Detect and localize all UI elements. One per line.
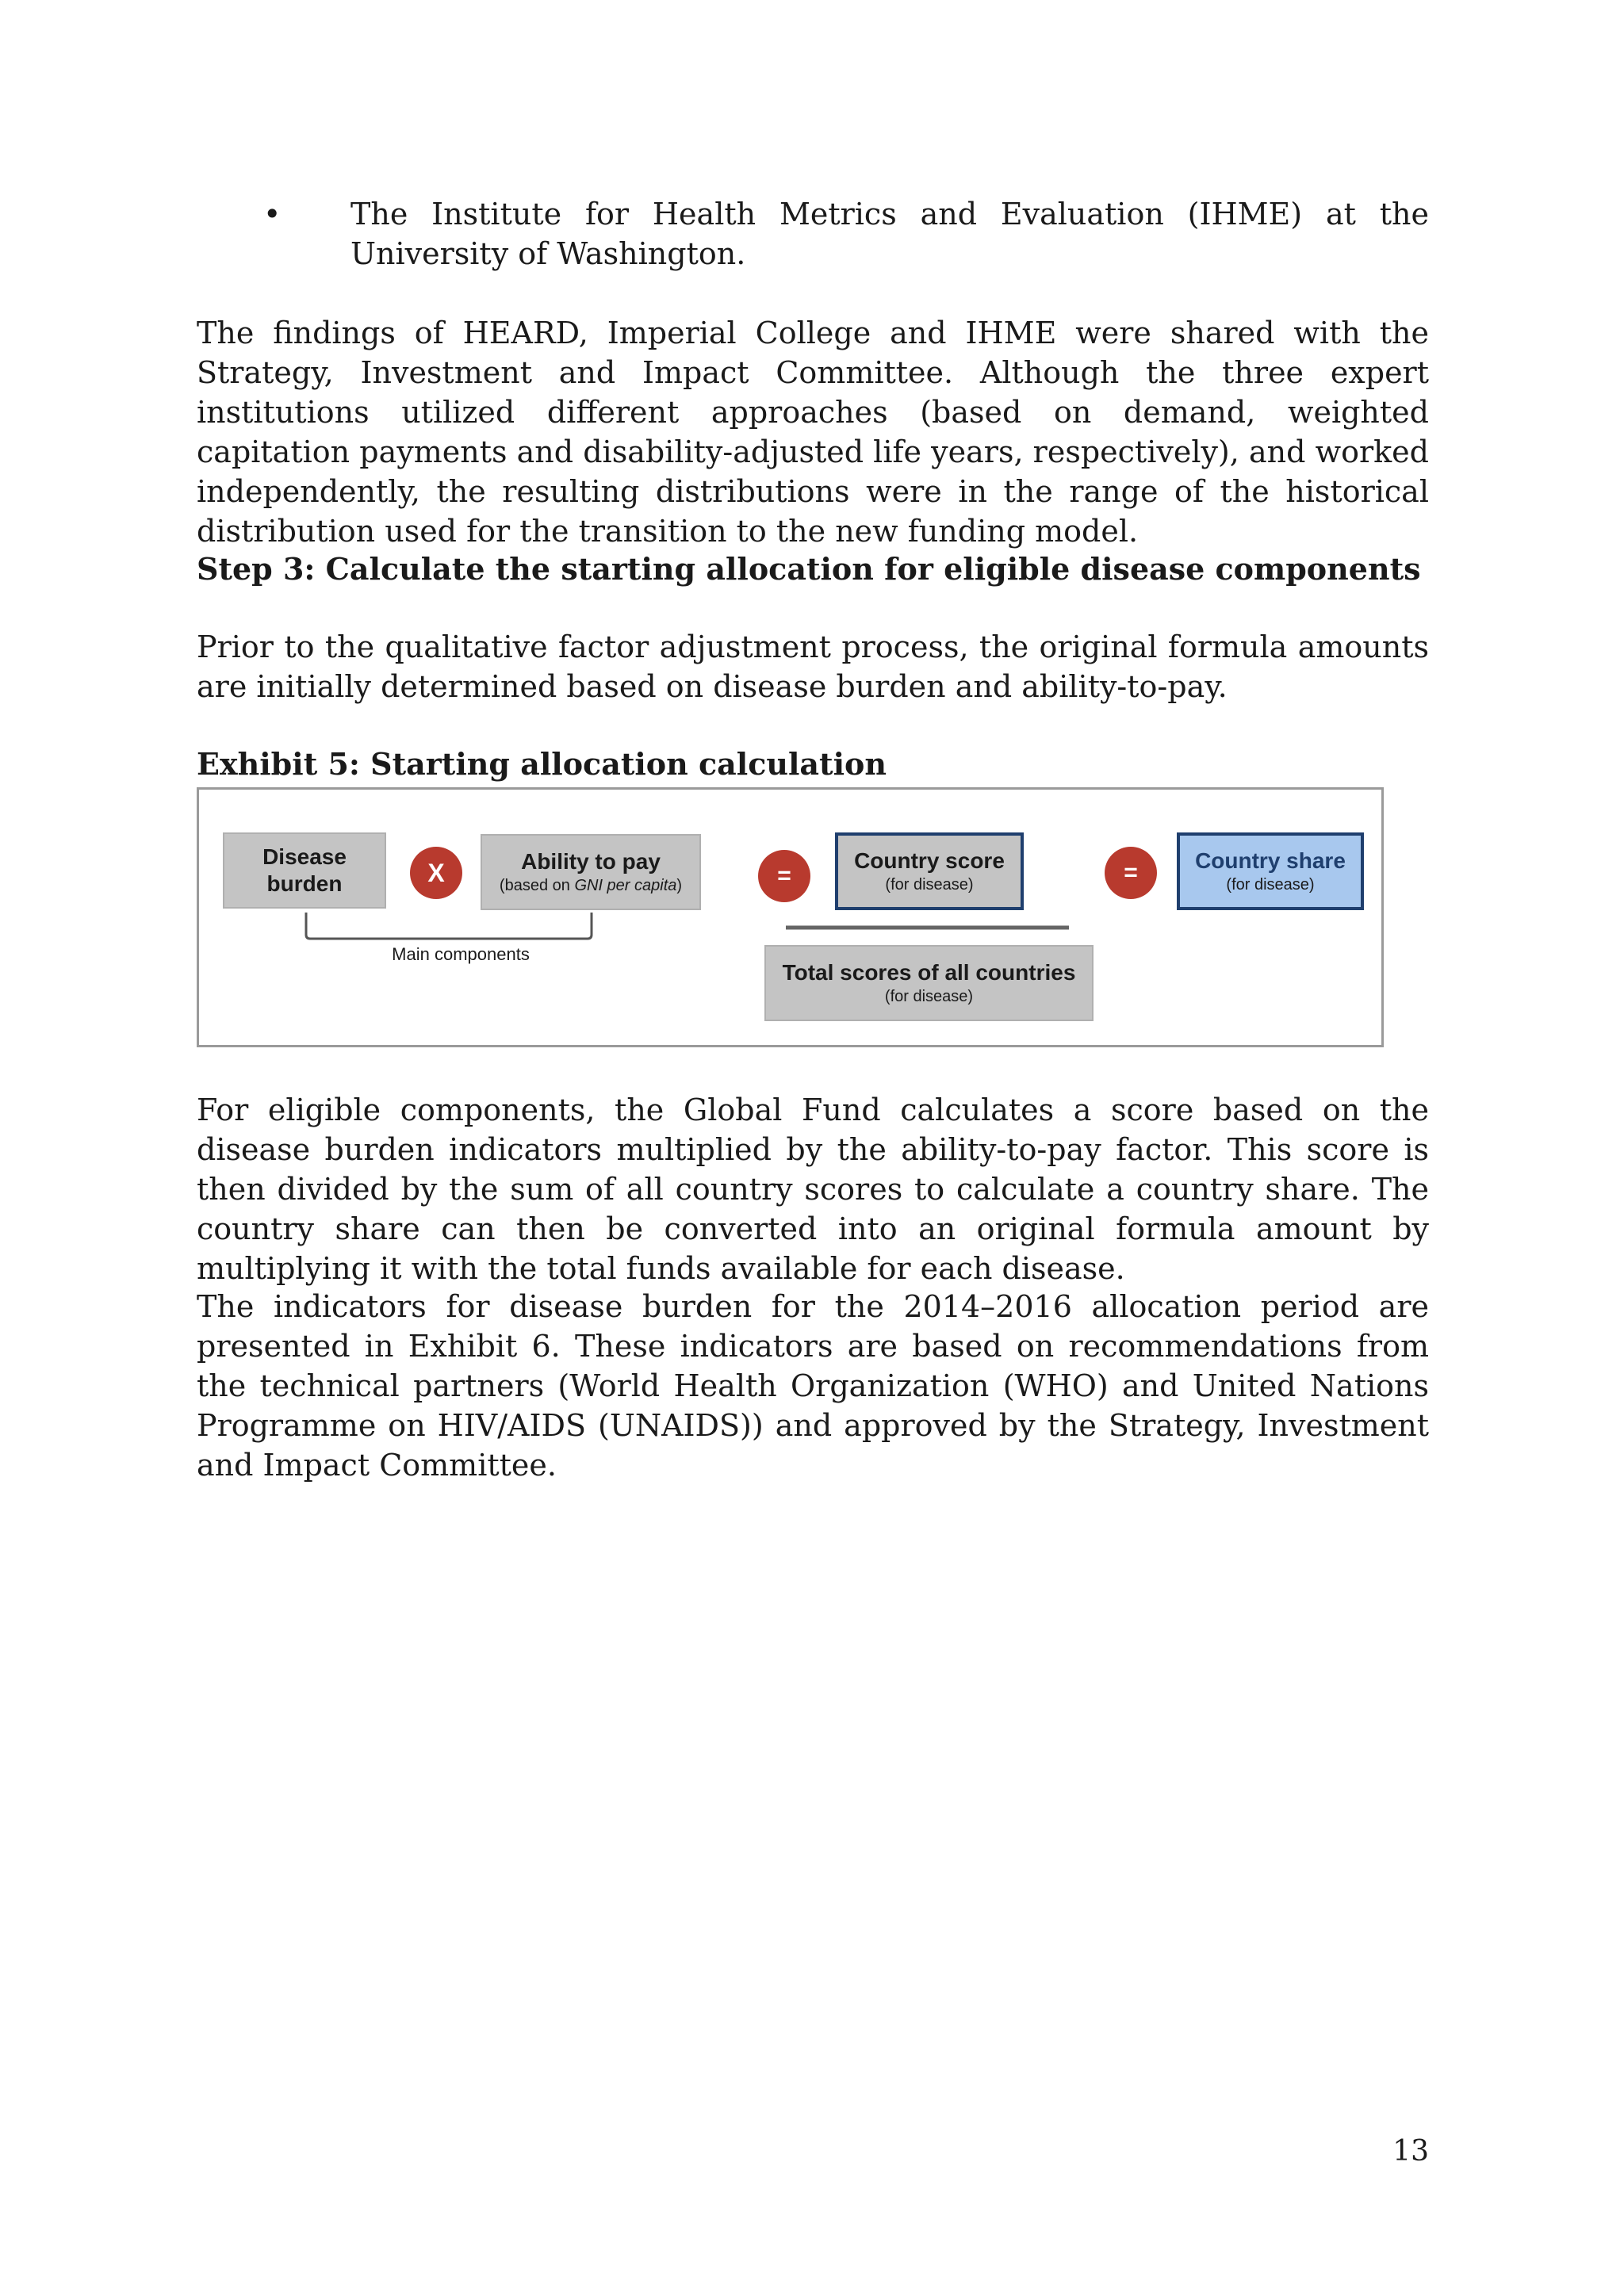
total-scores-label: Total scores of all countries	[782, 960, 1076, 985]
main-components-label: Main components	[392, 944, 530, 964]
disease-burden-label: Disease burden	[262, 844, 347, 896]
ability-to-pay-box	[481, 834, 701, 910]
paragraph-indicators: The indicators for disease burden for the 2014–2016 allocation period are presented in Exhibit 6. These indicators are based on recommendations from the technical partners (World Health Organization (WHO) and United Nations Programme on HIV/AIDS (UNAIDS)) and approved by the Strategy, Investment and Impact Committee.	[197, 1289, 1429, 1483]
bullet-item: The Institute for Health Metrics and Evaluation (IHME) at the University of Washington.	[350, 197, 1429, 271]
equals-operator: =	[758, 850, 810, 902]
country-score-label: Country score	[854, 848, 1005, 873]
country-share-sub: (for disease)	[1226, 876, 1315, 894]
country-share-box	[1177, 832, 1364, 910]
paragraph-prior: Prior to the qualitative factor adjustment process, the original formula amounts are initially determined based on disease burden and ability-to-pay.	[197, 629, 1429, 704]
total-scores-sub: (for disease)	[884, 988, 974, 1005]
country-score-box	[835, 832, 1024, 910]
paragraph-findings: The findings of HEARD, Imperial College and IHME were shared with the Strategy, Investment and Impact Committee. Although the three expert institutions utilized different approaches (based on demand, weighted capitation payments and disability-adjusted life years, respectively), and worked independently, the resulting distributions were in the range of the historical distribution used for the transition to the new funding model.	[197, 316, 1429, 549]
multiply-operator: X	[410, 847, 462, 899]
page-number: 13	[1392, 2135, 1429, 2168]
paragraph-eligible-components: For eligible components, the Global Fund calculates a score based on the disease burden indicators multiplied by the ability-to-pay factor. This score is then divided by the sum of all country scores to calculate a country share. The country share can then be converted into an original formula amount by multiplying it with the total funds available for each disease.	[197, 1093, 1429, 1286]
section-heading-step3: Step 3: Calculate the starting allocation for eligible disease components	[197, 551, 1421, 587]
equals-operator: =	[1105, 847, 1157, 899]
country-share-label: Country share	[1195, 848, 1346, 873]
ability-to-pay-sub: (based on GNI per capita)	[499, 877, 683, 894]
ability-to-pay-label: Ability to pay	[521, 849, 661, 874]
bullet-list	[263, 194, 1429, 274]
exhibit-heading: Exhibit 5: Starting allocation calculation	[197, 746, 887, 782]
exhibit-diagram	[197, 787, 1384, 1047]
bullet-icon: •	[263, 197, 282, 232]
country-score-sub: (for disease)	[885, 876, 974, 894]
total-scores-box	[764, 945, 1094, 1021]
disease-burden-box	[223, 832, 386, 909]
